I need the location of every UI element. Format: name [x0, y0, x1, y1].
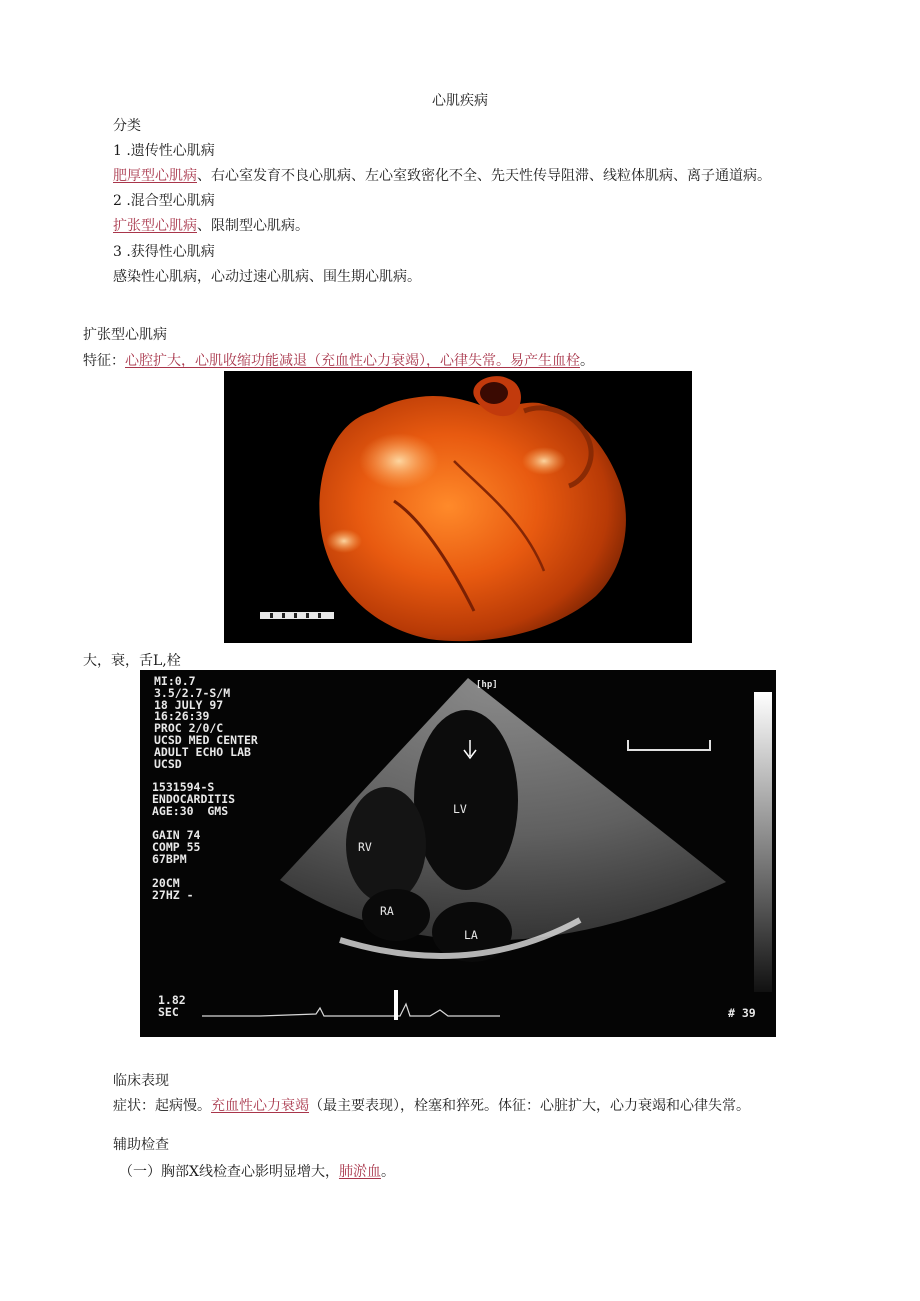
echo-label-lv: LV — [453, 802, 467, 816]
aux-item1 — [119, 1163, 395, 1181]
echocardiogram-image — [140, 670, 776, 1037]
clinical-heading: 临床表现 — [113, 1073, 169, 1089]
aux-heading: 辅助检查 — [113, 1137, 169, 1153]
echo-header-text: MI:0.7 3.5/2.7-S/M 18 JULY 97 16:26:39 PROC 2/0/C UCSD MED CENTER ADULT ECHO LAB UCSD — [154, 674, 258, 771]
hcm-link[interactable]: 肥厚型心肌病 — [113, 168, 197, 184]
aux-item1-text: （一）胸部X线检查心影明显增大， — [119, 1164, 339, 1180]
symptom-rest: （最主要表现），栓塞和猝死。体征：心脏扩大，心力衰竭和心律失常。 — [309, 1098, 750, 1114]
echo-patient-text: 1531594-S ENDOCARDITIS AGE:30 GMS — [152, 780, 236, 818]
group2-label: 2 .混合型心肌病 — [113, 193, 215, 209]
echo-depth-text: 20CM 27HZ - — [152, 876, 194, 902]
feature-end: 。 — [580, 353, 594, 369]
echo-label-rv: RV — [358, 840, 372, 854]
classification-heading: 分类 — [113, 118, 141, 134]
heart-specimen-photo — [224, 371, 692, 643]
feature-label: 特征： — [83, 353, 125, 369]
aux-item1-end: 。 — [380, 1164, 395, 1180]
group3-label: 3 .获得性心肌病 — [113, 244, 215, 260]
pulmonary-congestion-link[interactable]: 肺淤血 — [338, 1164, 381, 1180]
page-title: 心肌疾病 — [432, 93, 488, 109]
echo-probe-tag: [hp] — [476, 680, 498, 690]
echo-label-ra: RA — [380, 904, 394, 918]
dcm-keywords: 大，衰，舌L,栓 — [83, 653, 181, 669]
echo-settings-text: GAIN 74 COMP 55 67BPM — [152, 828, 201, 866]
feature-text[interactable]: 心腔扩大，心肌收缩功能减退（充血性心力衰竭），心律失常。易产生血栓 — [125, 353, 580, 369]
group2-items — [113, 217, 309, 235]
echo-frame-number: # 39 — [728, 1006, 756, 1020]
clinical-symptoms — [113, 1097, 750, 1115]
group1-items-rest: 、右心室发育不良心肌病、左心室致密化不全、先天性传导阻滞、线粒体肌病、离子通道病。 — [197, 168, 771, 184]
dcm-feature — [83, 352, 594, 370]
group1-label: 1 .遗传性心肌病 — [113, 143, 215, 159]
chf-link[interactable]: 充血性心力衰竭 — [211, 1098, 309, 1114]
echo-label-la: LA — [464, 928, 478, 942]
dcm-link[interactable]: 扩张型心肌病 — [113, 218, 197, 234]
echo-sec-text: 1.82 SEC — [158, 993, 186, 1019]
symptom-label: 症状：起病慢。 — [113, 1098, 211, 1114]
group2-items-rest: 、限制型心肌病。 — [197, 218, 309, 234]
dcm-heading: 扩张型心肌病 — [83, 327, 167, 343]
group1-items — [113, 167, 771, 185]
group3-items: 感染性心肌病，心动过速心肌病、围生期心肌病。 — [113, 269, 421, 285]
